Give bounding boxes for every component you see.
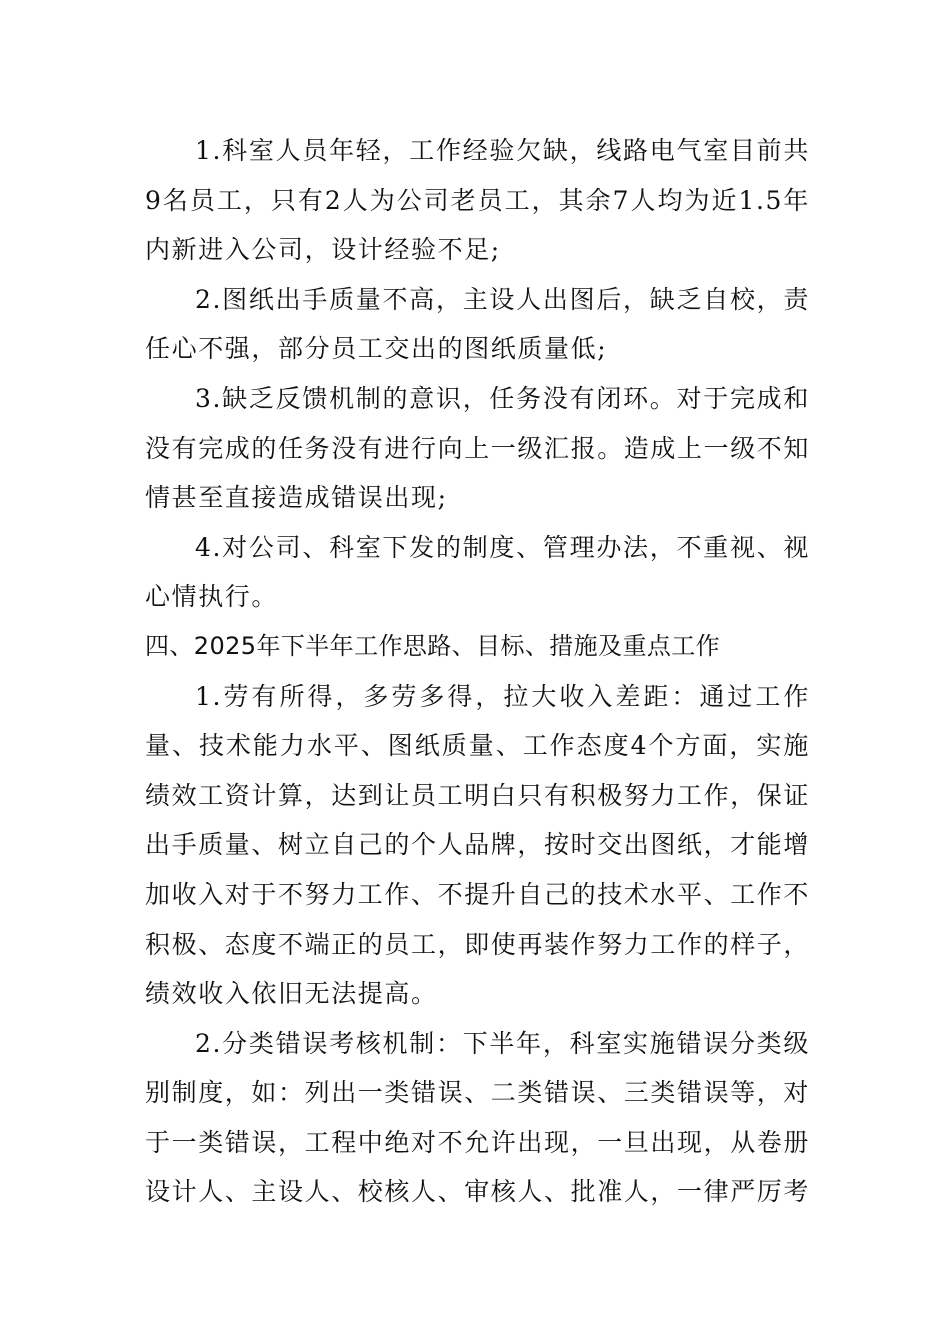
paragraph-plan-1: 1.劳有所得，多劳多得，拉大收入差距：通过工作量、技术能力水平、图纸质量、工作态度4个方面，实施绩效工资计算，达到让员工明白只有积极努力工作，保证出手质量、树立自己的个人品牌，按时交出图纸，才能增加收入对于不努力工作、不提升自己的技术水平、工作不积极、态度不端正的员工，即使再装作努力工作的样子，绩效收入依旧无法提高。: [145, 681, 811, 1009]
paragraph-issue-2: 2.图纸出手质量不高，主设人出图后，缺乏自校，责任心不强，部分员工交出的图纸质量低;: [145, 284, 810, 364]
section-heading: 四、2025年下半年工作思路、目标、措施及重点工作: [145, 631, 721, 660]
paragraph-issue-1: 1.科室人员年轻，工作经验欠缺，线路电气室目前共9名员工，只有2人为公司老员工，其余7人均为近1.5年内新进入公司，设计经验不足;: [145, 136, 810, 265]
document-body: [145, 126, 810, 1217]
paragraph-issue-4: 4.对公司、科室下发的制度、管理办法，不重视、视心情执行。: [145, 532, 810, 612]
paragraph-issue-3: 3.缺乏反馈机制的意识，任务没有闭环。对于完成和没有完成的任务没有进行向上一级汇报。造成上一级不知情甚至直接造成错误出现;: [145, 383, 811, 513]
paragraph-plan-2: 2.分类错误考核机制：下半年，科室实施错误分类级别制度，如：列出一类错误、二类错误、三类错误等，对于一类错误，工程中绝对不允许出现，一旦出现，从卷册设计人、主设人、校核人、审核人、批准人，一律严厉考: [145, 1028, 811, 1207]
